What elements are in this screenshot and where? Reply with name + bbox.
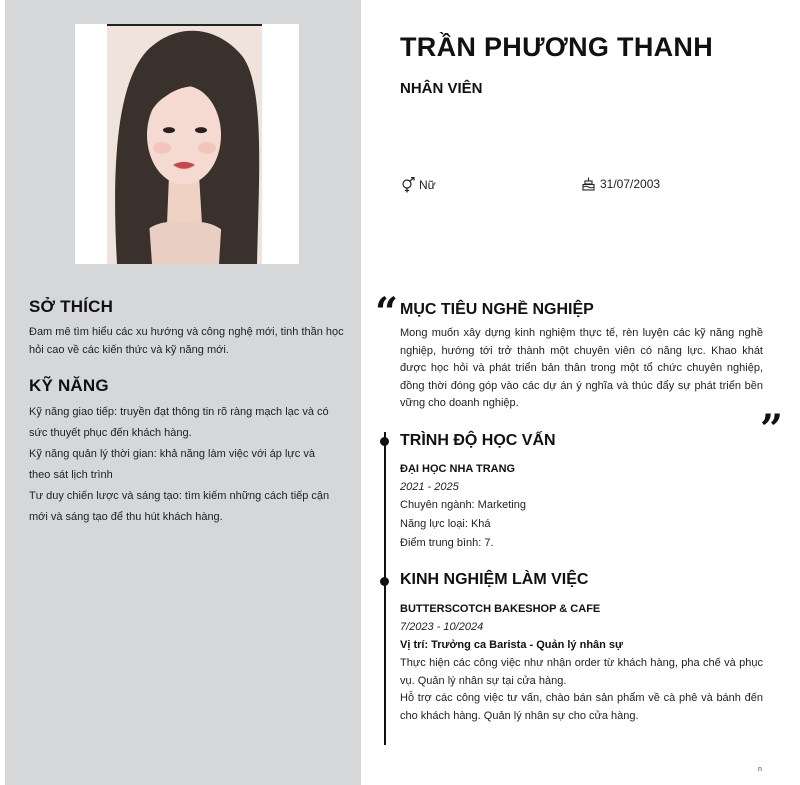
- skill-item: Kỹ năng quản lý thời gian: khả năng làm việc với áp lực và theo sát lịch trình: [29, 448, 315, 481]
- timeline-dot: [380, 437, 389, 446]
- skills-list: [29, 402, 337, 528]
- gender-icon: [400, 177, 416, 193]
- quote-open-icon: “: [375, 289, 399, 336]
- education-major: Chuyên ngành: Marketing: [400, 499, 526, 511]
- experience-desc: Hỗ trợ các công việc tư vấn, chào bán sản phẩm về cà phê và bánh đến cho khách hàng. Quản lý nhân sự cho cửa hàng.: [400, 692, 763, 722]
- hobbies-title: SỞ THÍCH: [29, 297, 114, 316]
- education-period: 2021 - 2025: [400, 481, 459, 493]
- timeline-dot: [380, 577, 389, 586]
- gender-info: [400, 177, 436, 193]
- experience-block: [400, 600, 763, 725]
- skill-item: Tư duy chiến lược và sáng tạo: tìm kiếm những cách tiếp cận mới và sáng tạo để thu hút khách hàng.: [29, 490, 330, 523]
- school-name: ĐẠI HỌC NHA TRANG: [400, 463, 516, 475]
- gender-value: Nữ: [419, 178, 436, 192]
- skills-title: KỸ NĂNG: [29, 376, 109, 395]
- hobbies-text: Đam mê tìm hiểu các xu hướng và công nghệ mới, tinh thần học hỏi cao về các kiến thức và kỹ năng mới.: [29, 326, 344, 356]
- page-mark: n: [758, 766, 762, 773]
- experience-period: 7/2023 - 10/2024: [400, 621, 484, 633]
- experience-desc: Thực hiện các công việc như nhận order từ khách hàng, pha chế và phục vụ. Quản lý nhân sự tại cửa hàng.: [400, 657, 763, 687]
- objective-text: Mong muốn xây dựng kinh nghiệm thực tế, rèn luyện các kỹ năng nghề nghiệp, hướng tới trở thành một chuyên viên có năng lực. Khao khát được học hỏi và phát triển bản thân trong một tổ chức chuyên nghiệp, đồng thời đóng góp vào các dự án ý nghĩa và thúc đẩy sự phát triển bền vững cho doanh nghiệp.: [400, 327, 763, 409]
- education-rank: Năng lực loại: Khá: [400, 518, 491, 530]
- candidate-name: TRẦN PHƯƠNG THANH: [400, 32, 714, 62]
- birthdate-info: [582, 177, 660, 191]
- skill-item: Kỹ năng giao tiếp: truyền đạt thông tin rõ ràng mạch lạc và có sức thuyết phục đến khách hàng.: [29, 406, 329, 439]
- education-block: [400, 460, 763, 553]
- experience-title: KINH NGHIỆM LÀM VIỆC: [400, 571, 589, 588]
- education-gpa: Điểm trung bình: 7.: [400, 537, 494, 549]
- objective-title: MỤC TIÊU NGHỀ NGHIỆP: [400, 301, 594, 318]
- birthdate-value: 31/07/2003: [600, 177, 661, 191]
- company-name: BUTTERSCOTCH BAKESHOP & CAFE: [400, 603, 601, 615]
- quote-close-icon: ”: [760, 406, 784, 453]
- birthday-cake-icon: [582, 177, 595, 191]
- candidate-role: NHÂN VIÊN: [400, 80, 483, 97]
- profile-photo-frame: [75, 24, 299, 264]
- timeline-line: [384, 432, 386, 745]
- profile-photo: [107, 24, 262, 264]
- experience-position: Vị trí: Trưởng ca Barista - Quản lý nhân sự: [400, 639, 624, 651]
- education-title: TRÌNH ĐỘ HỌC VẤN: [400, 432, 556, 449]
